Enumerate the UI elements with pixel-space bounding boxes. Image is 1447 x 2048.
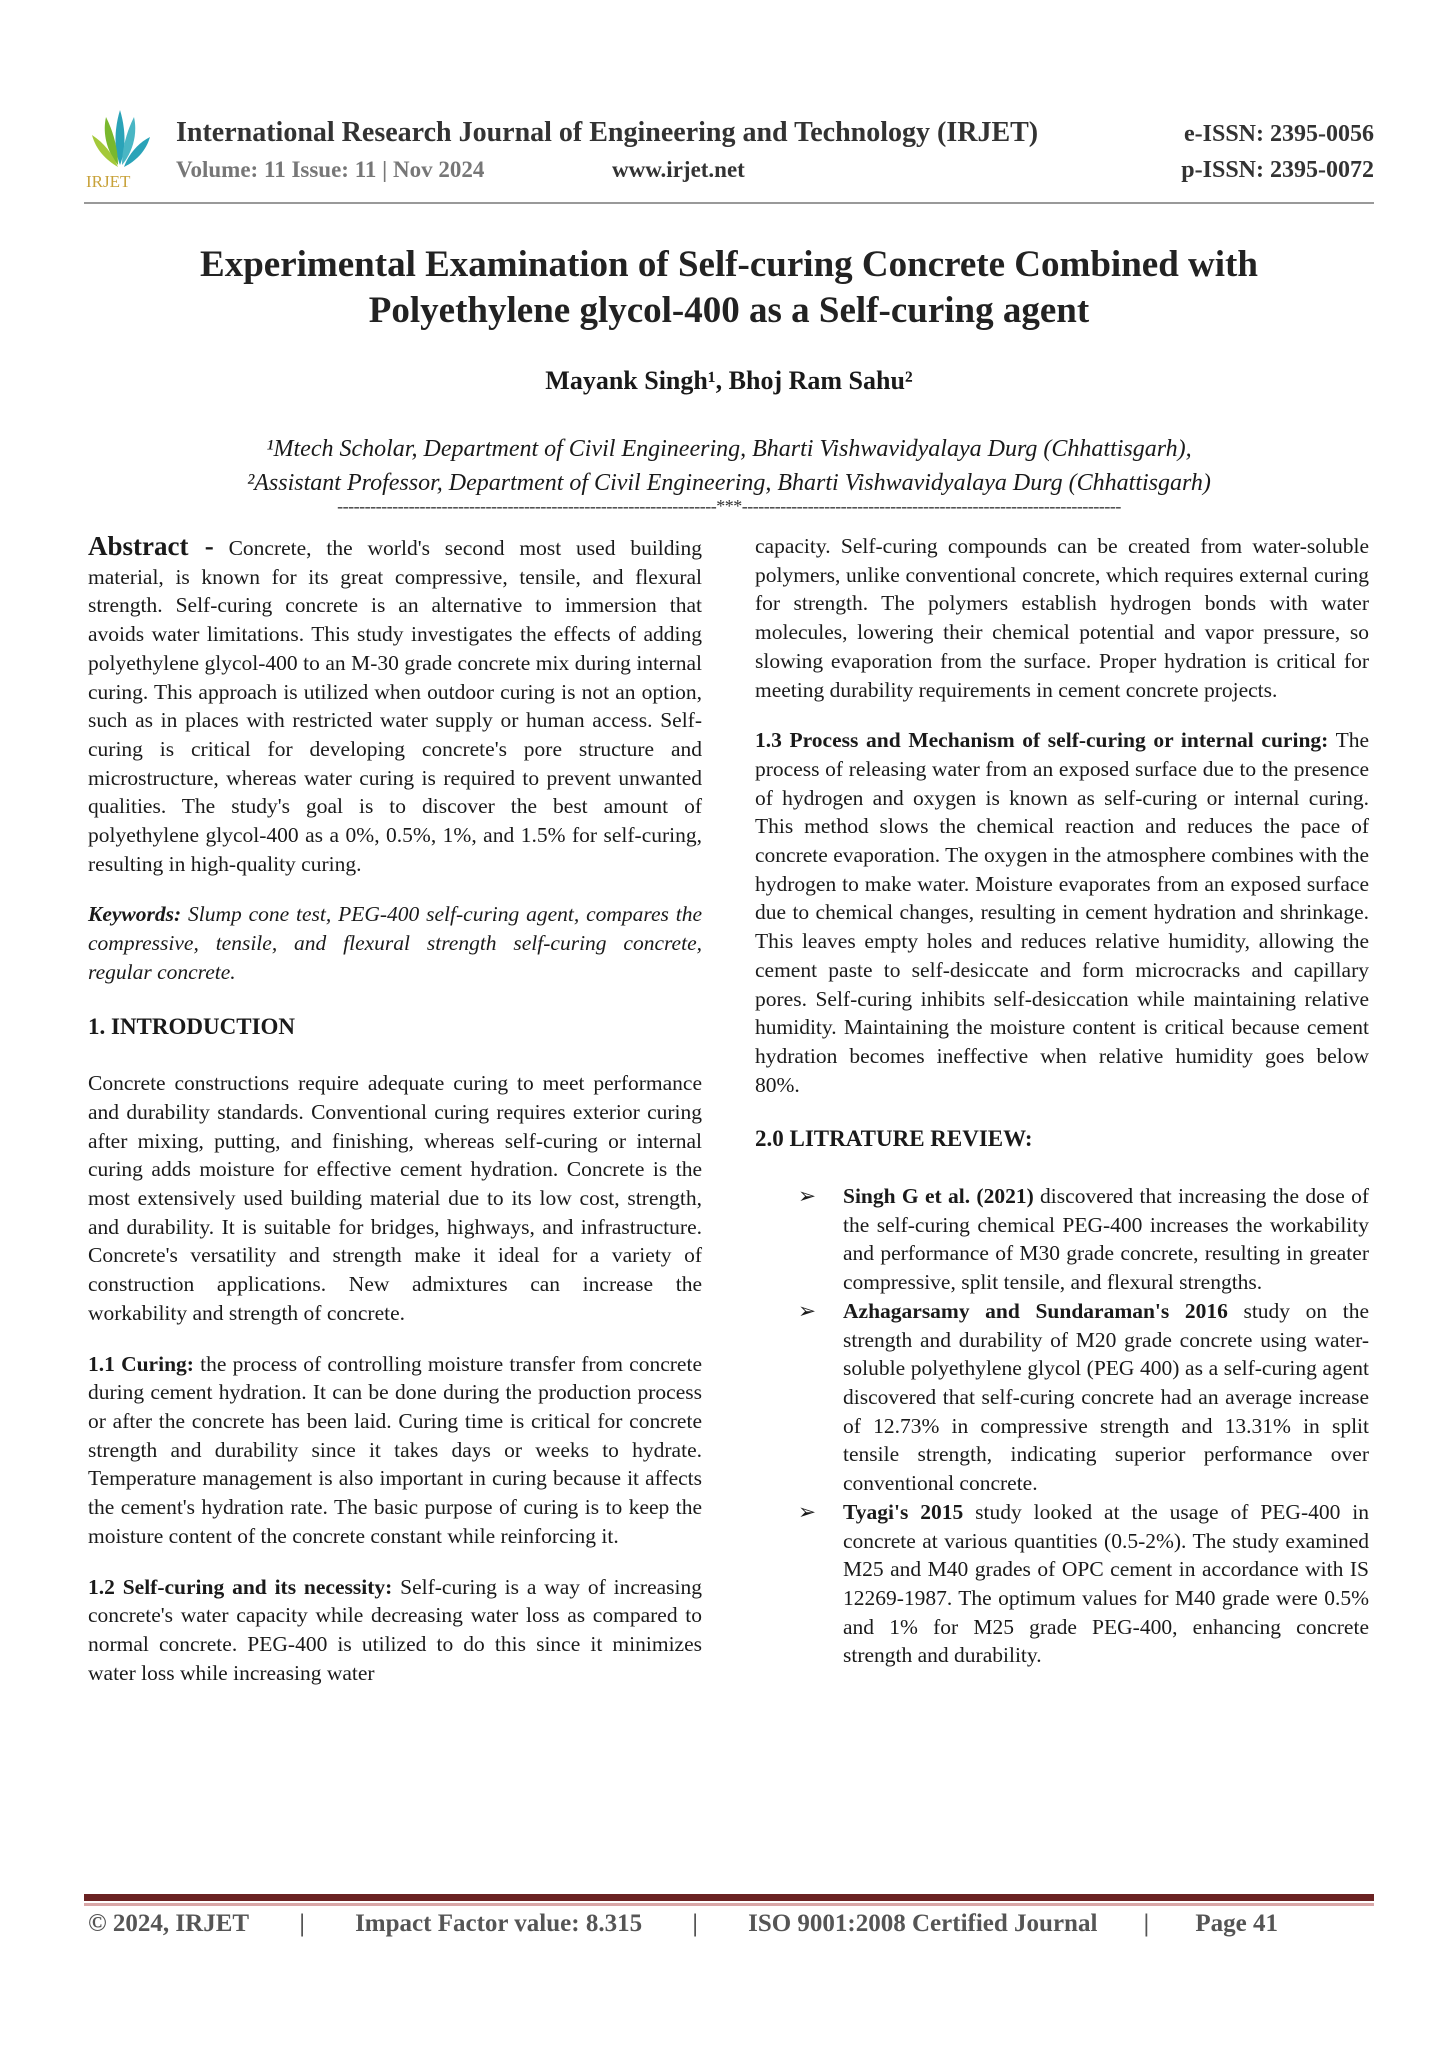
title-line-2: Polyethylene glycol-400 as a Self-curing agent xyxy=(368,290,1090,331)
affiliation-2: ²Assistant Professor, Department of Civil Engineering, Bharti Vishwavidyalaya Durg (Chhattisgarh) xyxy=(247,470,1211,496)
header-divider xyxy=(84,202,1374,204)
affiliation-1: ¹Mtech Scholar, Department of Civil Engineering, Bharti Vishwavidyalaya Durg (Chhattisgarh), xyxy=(266,436,1192,462)
page-footer xyxy=(88,1910,1278,1938)
e-issn: e-ISSN: 2395-0056 xyxy=(1184,121,1374,147)
abstract xyxy=(88,532,702,878)
right-column xyxy=(755,532,1369,1670)
irjet-logo xyxy=(84,105,156,190)
review-lead: Tyagi's 2015 xyxy=(843,1499,964,1524)
footer-bar xyxy=(84,1894,1374,1901)
section-separator: ---------------------------------------------------------------------***--------------------------------------------------------------------- xyxy=(337,496,1121,516)
process-text: The process of releasing water from an exposed surface due to the presence of hydrogen and oxygen is known as self-curing or internal curing. This method slows the chemical reaction and reduces the pace of concrete evaporation. The oxygen in the atmosphere combines with the hydrogen to make water. Moisture evaporates from an exposed surface due to chemical changes, resulting in cement hydration and shrinkage. This leaves empty holes and reduces relative humidity, allowing the cement paste to self-desiccate and form microcracks and capillary pores. Self-curing inhibits self-desiccation while maintaining relative humidity. Maintaining the moisture content is critical because cement hydration becomes ineffective when relative humidity goes below 80%. xyxy=(755,728,1369,1097)
intro-heading: 1. INTRODUCTION xyxy=(88,1013,296,1039)
continued-paragraph: capacity. Self-curing compounds can be created from water-soluble polymers, unlike conventional concrete, which requires external curing for strength. The polymers establish hydrogen bonds with water molecules, lowering their chemical potential and vapor pressure, so slowing evaporation from the surface. Proper hydration is critical for meeting durability requirements in cement concrete projects. xyxy=(755,534,1369,702)
process-lead: 1.3 Process and Mechanism of self-curing or internal curing: xyxy=(755,728,1329,753)
self-curing-text: Self-curing is a way of increasing concrete's water capacity while decreasing water loss as compared to normal concrete. PEG-400 is utilized to do this since it minimizes water loss while increasing water xyxy=(88,1574,702,1685)
arrow-bullet-icon: ➢ xyxy=(798,1184,817,1209)
review-item xyxy=(798,1182,1369,1297)
affiliations xyxy=(84,432,1374,500)
self-curing-paragraph xyxy=(88,1573,702,1688)
arrow-bullet-icon: ➢ xyxy=(798,1499,817,1524)
abstract-heading: Abstract - xyxy=(88,531,214,561)
abstract-text: Concrete, the world's second most used building material, is known for its great compressive, tensile, and flexural strength. Self-curing concrete is an alternative to immersion that avoids water limitations. This study investigates the effects of adding polyethylene glycol-400 to an M-30 grade concrete mix during internal curing. This approach is utilized when outdoor curing is not an option, such as in places with restricted water supply or human access. Self-curing is critical for developing concrete's pore structure and microstructure, whereas water curing is required to prevent unwanted qualities. The study's goal is to discover the best amount of polyethylene glycol-400 as a 0%, 0.5%, 1%, and 1.5% for self-curing, resulting in high-quality curing. xyxy=(88,536,702,876)
footer-iso: ISO 9001:2008 Certified Journal xyxy=(748,1910,1098,1937)
journal-header xyxy=(84,105,1374,195)
review-item xyxy=(798,1498,1369,1670)
review-text: study looked at the usage of PEG-400 in concrete at various quantities (0.5-2%). The study examined M25 and M40 grades of OPC cement in accordance with IS 12269-1987. The optimum values for M40 grade were 0.5% and 1% for M25 grade PEG-400, enhancing concrete strength and durability. xyxy=(843,1499,1369,1668)
authors: Mayank Singh¹, Bhoj Ram Sahu² xyxy=(545,366,913,395)
svg-text:IRJET: IRJET xyxy=(86,172,131,190)
review-lead: Azhagarsamy and Sundaraman's 2016 xyxy=(843,1298,1228,1323)
keywords-label: Keywords: xyxy=(88,902,182,927)
footer-copyright: © 2024, IRJET xyxy=(88,1910,250,1937)
journal-website: www.irjet.net xyxy=(612,157,745,182)
curing-paragraph xyxy=(88,1350,702,1551)
journal-title: International Research Journal of Engineering and Technology (IRJET) xyxy=(176,117,1039,148)
curing-lead: 1.1 Curing: xyxy=(88,1351,194,1376)
footer-impact-factor: Impact Factor value: 8.315 xyxy=(355,1910,643,1937)
footer-separator: | xyxy=(299,1910,305,1937)
review-lead: Singh G et al. (2021) xyxy=(843,1184,1034,1209)
review-heading: 2.0 LITRATURE REVIEW: xyxy=(755,1126,1033,1152)
volume-issue: Volume: 11 Issue: 11 | Nov 2024 xyxy=(176,157,485,182)
self-curing-lead: 1.2 Self-curing and its necessity: xyxy=(88,1574,393,1599)
page-number: Page 41 xyxy=(1195,1910,1279,1937)
p-issn: p-ISSN: 2395-0072 xyxy=(1181,157,1374,183)
curing-text: the process of controlling moisture transfer from concrete during cement hydration. It can be done during the production process or after the concrete has been laid. Curing time is critical for concrete strength and durability since it takes days or weeks to hydrate. Temperature management is also important in curing because it affects the cement's hydration rate. The basic purpose of curing is to keep the moisture content of the concrete constant while reinforcing it. xyxy=(88,1351,702,1548)
left-column xyxy=(88,532,702,1709)
review-list xyxy=(755,1182,1369,1670)
footer-separator: | xyxy=(1143,1910,1150,1937)
process-paragraph xyxy=(755,726,1369,1099)
review-item xyxy=(798,1297,1370,1498)
paper-title xyxy=(84,242,1374,334)
title-line-1: Experimental Examination of Self-curing Concrete Combined with xyxy=(200,244,1258,285)
footer-separator: | xyxy=(692,1910,698,1937)
intro-paragraph: Concrete constructions require adequate curing to meet performance and durability standards. Conventional curing requires exterior curing after mixing, putting, and finishing, whereas self-curing or internal curing adds moisture for effective cement hydration. Concrete is the most extensively used building material due to its low cost, strength, and durability. It is suitable for bridges, highways, and infrastructure. Concrete's versatility and strength make it ideal for a variety of construction applications. New admixtures can increase the workability and strength of concrete. xyxy=(88,1071,702,1325)
footer-bar-accent xyxy=(84,1903,1374,1906)
review-text: discovered that increasing the dose of the self-curing chemical PEG-400 increases the workability and performance of M30 grade concrete, resulting in greater compressive, split tensile, and flexural strengths. xyxy=(843,1184,1369,1295)
arrow-bullet-icon: ➢ xyxy=(798,1298,817,1323)
keywords-text: Slump cone test, PEG-400 self-curing agent, compares the compressive, tensile, and flexural strength self-curing concrete, regular concrete. xyxy=(88,902,702,984)
review-text: study on the strength and durability of M20 grade concrete using water-soluble polyethylene glycol (PEG 400) as a self-curing agent discovered that self-curing concrete had an average increase of 12.73% in compressive strength and 13.31% in split tensile strength, indicating superior performance over conventional concrete. xyxy=(843,1298,1370,1496)
keywords xyxy=(88,900,702,986)
